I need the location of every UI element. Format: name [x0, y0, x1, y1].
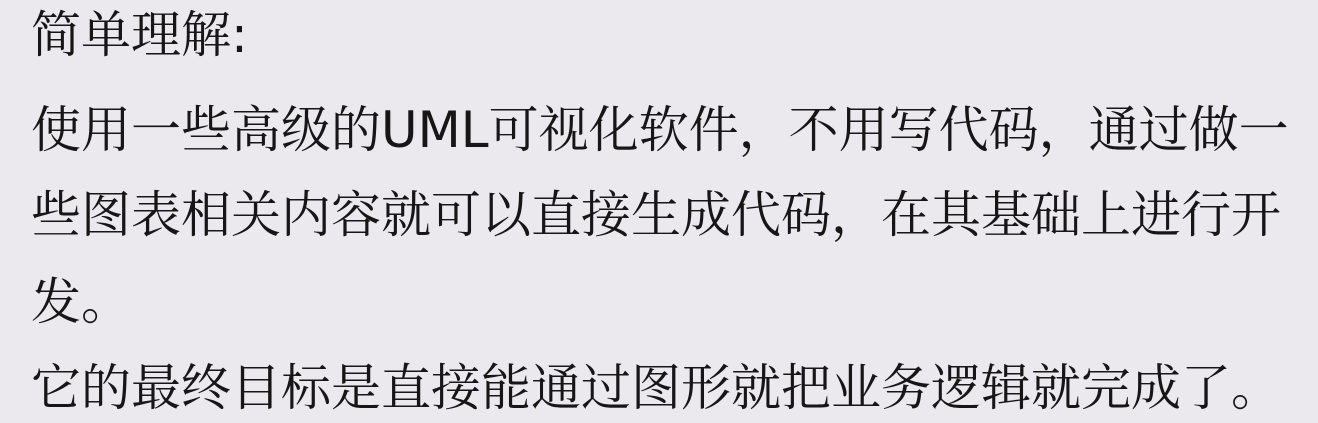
paragraph-2: 它的最终目标是直接能通过图形就把业务逻辑就完成了。 — [31, 359, 1281, 417]
paragraph-1-line-1: 使用一些高级的UML可视化软件，不用写代码，通过做一 — [31, 101, 1289, 159]
paragraph-1-line-3: 发。 — [31, 273, 131, 331]
paragraph-1-line-2: 些图表相关内容就可以直接生成代码，在其基础上进行开 — [31, 186, 1281, 244]
heading: 简单理解: — [31, 6, 248, 64]
